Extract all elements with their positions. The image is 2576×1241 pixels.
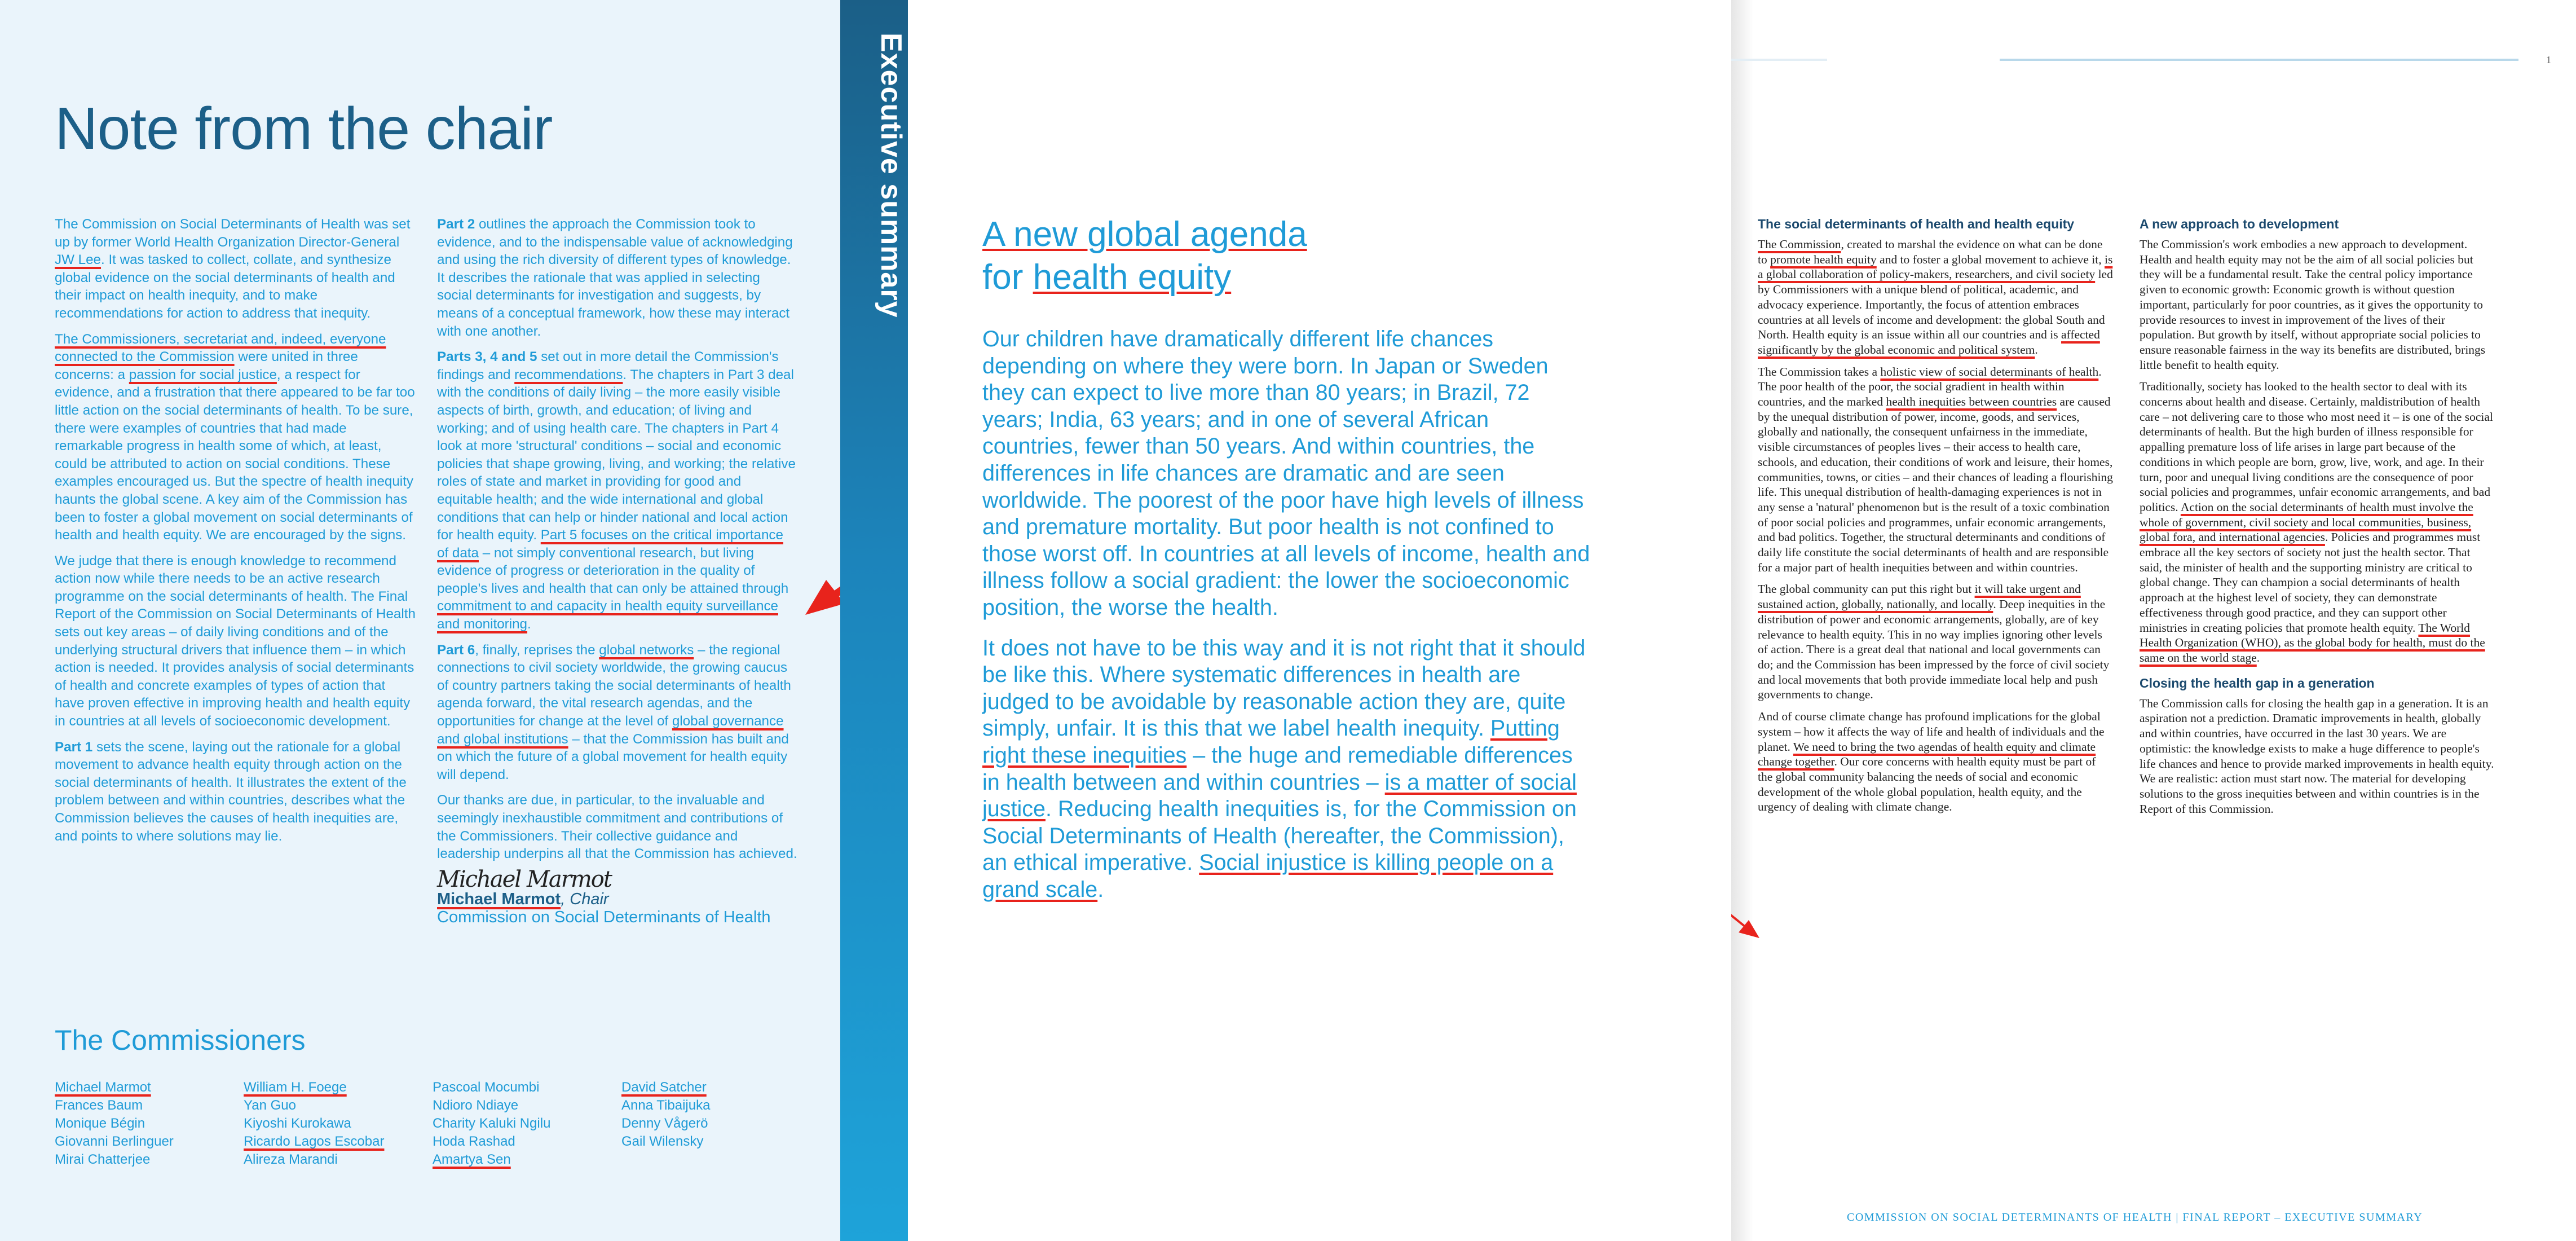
underlined-text: Putting right these inequities [982, 716, 1560, 768]
summary-title [982, 213, 1307, 299]
underlined-text: The Commission [1758, 237, 1841, 251]
part-lead: Part 2 [437, 217, 475, 232]
commissioners-heading: The Commissioners [55, 1024, 306, 1056]
chair-role: , Chair [561, 890, 609, 909]
section-heading: A new approach to development [2140, 217, 2339, 231]
page-gutter-shadow [1731, 0, 1754, 1241]
text-run: and to foster a global movement to achieve it, [1876, 252, 2105, 266]
text-run: are caused by the unequal distribution of power, income, goods, and services, globally and nationally, the consequent unfairness in the immediate, visible circumstances of peoples lives – their access to health care, schools, and education, their conditions of work and leisure, their homes, communities, towns, or cities – and their chances of leading a flourishing life. This unequal distribution of health-damaging experiences is not in any sense a 'natural' phenomenon but is the result of a toxic combination of poor social policies and programmes, unfair economic arrangements, and bad politics. Together, the structural determinants and conditions of daily life constitute the social determinants of health and are responsible for a major part of health inequities between and within countries. [1758, 395, 2113, 574]
underlined-text: Part 5 focuses on the critical importance of data [437, 527, 783, 561]
spine-label: Executive summary [875, 33, 907, 318]
chair-paragraph [55, 738, 416, 846]
commissioner-name: Amartya Sen [433, 1152, 511, 1167]
text-run: – that the Commission has built and on which the future of a global movement for health equity will depend. [437, 731, 789, 782]
text-run: . The chapters in Part 3 deal with the conditions of daily living – the more easily visible aspects of birth, growth, and education; of living and working; and of using health care. The chapters in Part 4 look at more 'structural' conditions – social and economic policies that shape growing, living, and working; the relative roles of state and market in providing for good and equitable health; and the wide international and global conditions that can help or hinder national and local action for health equity. [437, 367, 796, 543]
summary-title-line-2 [982, 256, 1307, 299]
text-run: . Deep inequities in the distribution of power and economic arrangements, globally, are of key relevance to health equity. This in no way implies ignoring other levels of action. There is a great deal that national and local governments can do; and the Commission has been impressed by the force of civil society and local movements that both provide immediate local help and push governments to change. [1758, 597, 2110, 702]
summary-paragraph [982, 635, 1591, 904]
underlined-text: We need to bring the two agendas of health equity and climate change together [1758, 740, 2096, 769]
underlined-text: is a matter of social justice [982, 769, 1577, 822]
text-run: were united in three concerns: a [55, 349, 358, 382]
commissioner-name: Michael Marmot [55, 1080, 151, 1095]
commissioner-name: Mirai Chatterjee [55, 1152, 151, 1167]
underlined-text: global networks [599, 642, 694, 658]
text-run: set out in more detail the Commission's findings and [437, 349, 779, 382]
report-column-1 [1758, 215, 2113, 821]
chair-signature: Michael Marmot [437, 866, 611, 892]
report-paragraph [2140, 379, 2495, 665]
commissioner-name: David Satcher [621, 1080, 707, 1095]
underlined-text: health inequities between countries [1886, 395, 2057, 409]
commissioner-name: Frances Baum [55, 1098, 143, 1113]
summary-paragraph: Our children have dramatically different life chances depending on where they were born. In Japan or Sweden they can expect to live more than 80 years; in Brazil, 72 years; India, 63 years; and in one of several African countries, fewer than 50 years. And within countries, the differences in life chances are dramatic and are seen worldwide. The poorest of the poor have high levels of illness and premature mortality. But poor health is not confined to those worst off. In countries at all levels of income, health and illness follow a social gradient: the lower the socioeconomic position, the worse the health. [982, 327, 1590, 620]
text-run: for [982, 258, 1033, 297]
executive-summary-page [908, 0, 1731, 1241]
underlined-text: The Commissioners, secretariat and, indeed, everyone connected to the Commission [55, 331, 386, 365]
text-run: . It was tasked to collect, collate, and synthesize global evidence on the social determinants of health and their impact on health inequity, and to make recommendations for action to address that inequity. [55, 252, 395, 321]
underlined-text: it will take urgent and sustained action, globally, nationally, and locally [1758, 582, 2081, 611]
section-heading: Closing the health gap in a generation [2140, 675, 2375, 690]
commissioners-column [621, 1079, 791, 1169]
spine-tab [840, 0, 908, 1241]
text-run: Traditionally, society has looked to the health sector to deal with its concerns about health and disease. Certainly, maldistribution of health care – not delivering care to those who most need it – is one of the social determinants of health. But the high burden of illness responsible for appalling premature loss of life arises in large part because of the conditions in which people are born, grow, live, work, and age. In their turn, poor and unequal living conditions are the consequence of poor social policies and programmes, unfair economic arrangements, and bad politics. [2140, 380, 2493, 514]
chair-paragraph [437, 348, 798, 633]
underlined-text: commitment to and capacity in health equity surveillance and monitoring [437, 599, 778, 632]
chair-name [437, 891, 798, 909]
text-run: , created to marshal the evidence on what can be done to [1758, 237, 2103, 266]
commissioner-name: Kiyoshi Kurokawa [244, 1116, 351, 1131]
chair-note-title: Note from the chair [55, 95, 553, 162]
commissioner-name: Alireza Marandi [244, 1152, 338, 1167]
commissioner-name: Ricardo Lagos Escobar [244, 1134, 385, 1149]
text-run: The Commission takes a [1758, 364, 1881, 379]
commissioner-name: William H. Foege [244, 1080, 347, 1095]
commissioners-column [55, 1079, 244, 1169]
chair-paragraph: We judge that there is enough knowledge to recommend action now while there needs to be an active research programme on the social determinants of health. The Final Report of the Commission on Social Determinants of Health sets out key areas – of daily living conditions and of the underlying structural drivers that influence them – in which action is needed. It provides analysis of social determinants of health and concrete examples of types of action that have proven effective in improving health and health equity in countries at all levels of socioeconomic development. [55, 553, 416, 729]
text-run: sets the scene, laying out the rationale for a global movement to advance health equity through action on the social determinants of health. It illustrates the extent of the problem between and within countries, describes what the Commission believes the causes of health inequities are, and points to where solutions may lie. [55, 739, 407, 844]
chair-paragraph [55, 331, 416, 544]
text-run: led by Commissioners with a unique blend of political, academic, and advocacy experience. Importantly, the focus of attention embraces countries at all levels of income and development: the global South and North. Health equity is an issue within all our countries and is [1758, 267, 2113, 342]
report-footer: COMMISSION ON SOCIAL DETERMINANTS OF HEALTH | FINAL REPORT – EXECUTIVE SUMMARY [1847, 1211, 2423, 1224]
summary-title-line-1: A new global agenda [982, 215, 1307, 254]
underlined-text: is a global collaboration of policy-makers, researchers, and civil society [1758, 252, 2113, 281]
text-run: – not simply conventional research, but living evidence of progress or deterioration in the quality of people's lives and health that can only be attained through [437, 545, 789, 596]
underlined-text: Action on the social determinants of health must involve the whole of government, civil society and local communities, business, global fora, and international agencies [2140, 500, 2473, 544]
chair-paragraph [55, 215, 416, 323]
underlined-text: recommendations [514, 367, 623, 382]
underlined-text: holistic view of social determinants of health [1880, 364, 2099, 379]
section-heading: The social determinants of health and health equity [1758, 217, 2075, 231]
chair-affiliation: Commission on Social Determinants of Health [437, 908, 771, 926]
report-paragraph [1758, 364, 2113, 575]
report-paragraph: The Commission calls for closing the health gap in a generation. It is an aspiration not a prediction. Dramatic improvements in health, globally and within countries, have occurred in the last 30 years. We are optimistic: the knowledge exists to make a huge difference to people's life chances and hence to provide marked improvements in health equity. We are realistic: action must start now. The material for developing solutions to the gross inequities between and within countries is in the Report of this Commission. [2140, 696, 2494, 816]
underlined-text: global governance and global institutions [437, 714, 784, 747]
header-rule [1731, 59, 1827, 61]
text-run: . The poor health of the poor, the social gradient in health within countries, and the marked [1758, 364, 2102, 409]
text-run: It does not have to be this way and it is not right that it should be like this. Where systematic differences in health are judged to be avoidable by reasonable action they are, quite simply, unfair. It is this that we label health inequity. [982, 635, 1586, 741]
summary-body [982, 326, 1591, 917]
report-paragraph: The Commission's work embodies a new approach to development. Health and health equity may not be the aim of all social policies but they will be a fundamental result. Take the central policy importance given to economic growth: Economic growth is without question important, particularly for poor countries, as it gives the opportunity to provide resources to invest in improvement of the lives of their population. But growth by itself, without appropriate social policies to ensure reasonable fairness in the way its benefits are distributed, brings little benefit to health equity. [2140, 237, 2486, 372]
chair-note-column-1 [55, 215, 416, 853]
underlined-text: JW Lee [55, 252, 101, 268]
text-run: . [2035, 342, 2038, 357]
page-number: 1 [2546, 54, 2551, 65]
header-rule [2000, 59, 2518, 61]
text-run: – the regional connections to civil society worldwide, the growing caucus of country partners taking the social determinants of health agenda forward, the vital research agendas, and the opportunities for change at the level of [437, 642, 791, 729]
underlined-text: health equity [1033, 258, 1232, 297]
chair-note-page [0, 0, 840, 1241]
chair-paragraph: Our thanks are due, in particular, to the invaluable and seemingly inexhaustible commitment and contributions of the Commissioners. Their collective guidance and leadership underpins all that the Commission has achieved. [437, 793, 797, 862]
report-column-2 [2140, 215, 2495, 823]
underlined-text: passion for social justice [129, 367, 277, 382]
report-paragraph [1758, 582, 2113, 702]
commissioner-name: Giovanni Berlinguer [55, 1134, 174, 1149]
commissioner-name: Monique Bégin [55, 1116, 145, 1131]
text-run: . [2256, 650, 2260, 664]
text-run: . Reducing health inequities is, for the Commission on Social Determinants of Health (hereafter, the Commission), an ethical imperative. [982, 796, 1577, 875]
part-lead: Part 6 [437, 642, 475, 658]
commissioner-name: Charity Kaluki Ngilu [433, 1116, 551, 1131]
commissioners-column [244, 1079, 433, 1169]
text-run: The global community can put this right but [1758, 582, 1975, 596]
report-paragraph [1758, 709, 2113, 815]
commissioner-name: Yan Guo [244, 1098, 296, 1113]
commissioner-name: Pascoal Mocumbi [433, 1080, 540, 1095]
text-run: , finally, reprises the [475, 642, 599, 658]
underlined-text: promote health equity [1770, 252, 1877, 266]
part-lead: Parts 3, 4 and 5 [437, 349, 537, 365]
chair-note-column-2 [437, 215, 798, 927]
red-annotation-arrow-icon [1731, 849, 1762, 942]
commissioner-name: Denny Vågerö [621, 1116, 708, 1131]
commissioners-column [433, 1079, 621, 1169]
commissioner-name: Hoda Rashad [433, 1134, 515, 1149]
chair-paragraph [437, 641, 798, 784]
underlined-text: The World Health Organization (WHO), as the global body for health, must do the same on the world stage [2140, 620, 2485, 664]
commissioners-list [55, 1079, 788, 1169]
underlined-text: affected significantly by the global economic and political system [1758, 328, 2100, 357]
text-run: . Our core concerns with health equity must be part of the global community balancing the needs of social and economic development of the whole global population, health equity, and the urgency of dealing with climate change. [1758, 755, 2096, 814]
text-run: The Commission on Social Determinants of Health was set up by former World Health Organization Director-General [55, 217, 411, 250]
part-lead: Part 1 [55, 739, 93, 755]
commissioner-name: Ndioro Ndiaye [433, 1098, 519, 1113]
red-annotation-arrow-icon [801, 525, 840, 620]
text-run: And of course climate change has profound implications for the global system – how it affects the way of life and health of individuals and the planet. [1758, 710, 2105, 754]
report-paragraph [1758, 237, 2113, 358]
underlined-text: Social injustice is killing people on a grand scale [982, 850, 1554, 902]
text-run: , a respect for evidence, and a frustration that there appeared to be far too little action on the social determinants of health. To be sure, there were examples of countries that had made remarkable progress in health some of which, at least, could be attributed to action on social conditions. These examples encouraged us. But the spectre of health inequity haunts the global scene. A key aim of the Commission has been to foster a global movement on social determinants of health and health equity. We are encouraged by the signs. [55, 367, 415, 543]
report-page [1731, 0, 2576, 1241]
commissioner-name: Anna Tibaijuka [621, 1098, 711, 1113]
underlined-text: Michael Marmot [437, 890, 561, 909]
text-run: outlines the approach the Commission took to evidence, and to the indispensable value of acknowledging and using the rich diversity of different types of knowledge. It describes the rationale that was applied in selecting social determinants for investigation and suggests, by means of a conceptual framework, how these may interact with one another. [437, 217, 793, 339]
text-run: . Policies and programmes must embrace all the key sectors of society not just the health sector. That said, the minister of health and the supporting ministry are critical to global change. They can champion a social determinants of health approach at the highest level of society, they can demonstrate effectiveness through good practice, and they can support other ministries in creating policies that promote health equity. [2140, 530, 2481, 635]
text-run: . [527, 617, 531, 632]
text-run: . [1097, 877, 1104, 902]
commissioner-name: Gail Wilensky [621, 1134, 704, 1149]
text-run: – the huge and remediable differences in health between and within countries – [982, 742, 1573, 795]
chair-paragraph [437, 215, 798, 340]
